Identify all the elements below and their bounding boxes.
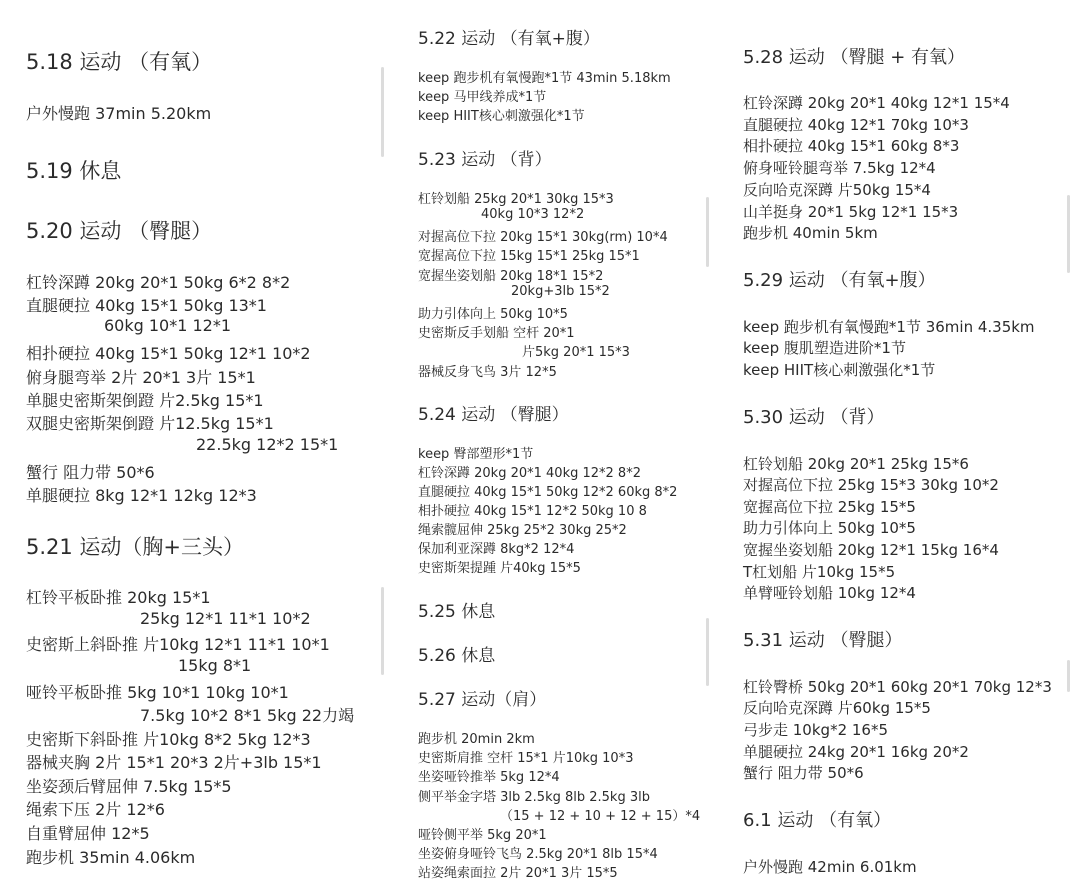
exercise-line: 杠铃划船 25kg 20*1 30kg 15*3 bbox=[418, 192, 614, 207]
exercise-line-continued: 22.5kg 12*2 15*1 bbox=[196, 435, 339, 454]
exercise-line: 坐姿哑铃推举 5kg 12*4 bbox=[418, 770, 560, 785]
section-title-5-25: 5.25 休息 bbox=[418, 602, 496, 622]
section-title-5-18: 5.18 运动 （有氧） bbox=[26, 50, 213, 74]
section-title-5-22: 5.22 运动 （有氧+腹） bbox=[418, 29, 600, 49]
exercise-line: T杠划船 片10kg 15*5 bbox=[743, 563, 896, 581]
exercise-line: 坐姿俯身哑铃飞鸟 2.5kg 20*1 8lb 15*4 bbox=[418, 847, 658, 862]
section-title-6-1: 6.1 运动 （有氧） bbox=[743, 810, 892, 831]
exercise-line-continued: 40kg 10*3 12*2 bbox=[481, 207, 585, 222]
section-title-5-21: 5.21 运动（胸+三头） bbox=[26, 535, 245, 559]
section-title-5-28: 5.28 运动 （臀腿 + 有氧） bbox=[743, 47, 966, 68]
exercise-line: keep 马甲线养成*1节 bbox=[418, 90, 547, 105]
exercise-line-continued: 15kg 8*1 bbox=[178, 656, 252, 675]
exercise-line: 哑铃侧平举 5kg 20*1 bbox=[418, 828, 547, 843]
exercise-line: keep 跑步机有氧慢跑*1节 36min 4.35km bbox=[743, 318, 1035, 336]
exercise-line: 双腿史密斯架倒蹬 片12.5kg 15*1 bbox=[26, 414, 274, 433]
exercise-line: 助力引体向上 50kg 10*5 bbox=[743, 519, 916, 537]
section-title-5-20: 5.20 运动 （臀腿） bbox=[26, 219, 213, 243]
exercise-line: 直腿硬拉 40kg 15*1 50kg 12*2 60kg 8*2 bbox=[418, 485, 678, 500]
exercise-line: 单腿史密斯架倒蹬 片2.5kg 15*1 bbox=[26, 391, 264, 410]
section-title-5-31: 5.31 运动 （臀腿） bbox=[743, 630, 903, 651]
exercise-line: 杠铃平板卧推 20kg 15*1 bbox=[26, 588, 211, 607]
exercise-line-continued: 7.5kg 10*2 8*1 5kg 22力竭 bbox=[140, 706, 355, 725]
section-title-5-29: 5.29 运动 （有氧+腹） bbox=[743, 270, 936, 291]
exercise-line: 坐姿颈后臂屈伸 7.5kg 15*5 bbox=[26, 777, 232, 796]
section-title-5-19: 5.19 休息 bbox=[26, 159, 122, 183]
exercise-line: 单腿硬拉 8kg 12*1 12kg 12*3 bbox=[26, 486, 257, 505]
exercise-line: 俯身哑铃腿弯举 7.5kg 12*4 bbox=[743, 159, 936, 177]
exercise-line: 宽握高位下拉 15kg 15*1 25kg 15*1 bbox=[418, 249, 640, 264]
note-panel-right[interactable] bbox=[720, 0, 1080, 894]
exercise-line: keep 跑步机有氧慢跑*1节 43min 5.18km bbox=[418, 71, 671, 86]
exercise-line: 宽握坐姿划船 20kg 18*1 15*2 bbox=[418, 269, 604, 284]
exercise-line: 直腿硬拉 40kg 15*1 50kg 13*1 bbox=[26, 296, 267, 315]
exercise-line: 杠铃深蹲 20kg 20*1 40kg 12*1 15*4 bbox=[743, 94, 1010, 112]
exercise-line: 宽握坐姿划船 20kg 12*1 15kg 16*4 bbox=[743, 541, 999, 559]
section-title-5-24: 5.24 运动 （臀腿） bbox=[418, 405, 569, 425]
exercise-line: 自重臂屈伸 12*5 bbox=[26, 824, 150, 843]
exercise-line: 跑步机 20min 2km bbox=[418, 732, 535, 747]
scrollbar[interactable] bbox=[1067, 195, 1070, 273]
exercise-line: 杠铃臀桥 50kg 20*1 60kg 20*1 70kg 12*3 bbox=[743, 678, 1052, 696]
exercise-line: 侧平举金字塔 3lb 2.5kg 8lb 2.5kg 3lb bbox=[418, 790, 650, 805]
exercise-line: 俯身腿弯举 2片 20*1 3片 15*1 bbox=[26, 368, 256, 387]
exercise-line: 器械夹胸 2片 15*1 20*3 2片+3lb 15*1 bbox=[26, 753, 322, 772]
section-title-5-26: 5.26 休息 bbox=[418, 646, 496, 666]
exercise-line: 史密斯肩推 空杆 15*1 片10kg 10*3 bbox=[418, 751, 634, 766]
exercise-line: 蟹行 阻力带 50*6 bbox=[743, 764, 864, 782]
exercise-line: keep 臀部塑形*1节 bbox=[418, 447, 534, 462]
exercise-line: 相扑硬拉 40kg 15*1 60kg 8*3 bbox=[743, 137, 960, 155]
exercise-line: 杠铃划船 20kg 20*1 25kg 15*6 bbox=[743, 455, 969, 473]
exercise-line: 对握高位下拉 25kg 15*3 30kg 10*2 bbox=[743, 476, 999, 494]
exercise-line: 相扑硬拉 40kg 15*1 12*2 50kg 10 8 bbox=[418, 504, 647, 519]
exercise-line: 山羊挺身 20*1 5kg 12*1 15*3 bbox=[743, 203, 959, 221]
exercise-line: 绳索髋屈伸 25kg 25*2 30kg 25*2 bbox=[418, 523, 627, 538]
exercise-line: 户外慢跑 42min 6.01km bbox=[743, 858, 917, 876]
exercise-line: 史密斯反手划船 空杆 20*1 bbox=[418, 326, 575, 341]
exercise-line: 绳索下压 2片 12*6 bbox=[26, 800, 165, 819]
section-title-5-30: 5.30 运动 （背） bbox=[743, 407, 885, 428]
note-panel-left[interactable] bbox=[0, 0, 398, 894]
exercise-line: 直腿硬拉 40kg 12*1 70kg 10*3 bbox=[743, 116, 969, 134]
scrollbar[interactable] bbox=[706, 618, 709, 686]
exercise-line: 杠铃深蹲 20kg 20*1 40kg 12*2 8*2 bbox=[418, 466, 641, 481]
scrollbar[interactable] bbox=[381, 587, 384, 675]
section-title-5-23: 5.23 运动 （背） bbox=[418, 150, 552, 170]
exercise-line-continued: 60kg 10*1 12*1 bbox=[104, 316, 232, 335]
exercise-line: 对握高位下拉 20kg 15*1 30kg(rm) 10*4 bbox=[418, 230, 668, 245]
exercise-line: 反向哈克深蹲 片60kg 15*5 bbox=[743, 699, 931, 717]
exercise-line: 宽握高位下拉 25kg 15*5 bbox=[743, 498, 916, 516]
scrollbar[interactable] bbox=[706, 197, 709, 267]
exercise-line: 蟹行 阻力带 50*6 bbox=[26, 463, 155, 482]
exercise-line: 相扑硬拉 40kg 15*1 50kg 12*1 10*2 bbox=[26, 344, 311, 363]
exercise-line: 跑步机 35min 4.06km bbox=[26, 848, 196, 867]
exercise-line-continued: （15 + 12 + 10 + 12 + 15）*4 bbox=[500, 809, 701, 824]
exercise-line: 史密斯下斜卧推 片10kg 8*2 5kg 12*3 bbox=[26, 730, 311, 749]
exercise-line: 弓步走 10kg*2 16*5 bbox=[743, 721, 889, 739]
exercise-line-continued: 25kg 12*1 11*1 10*2 bbox=[140, 609, 311, 628]
exercise-line: 户外慢跑 37min 5.20km bbox=[26, 104, 212, 123]
exercise-line: keep HIIT核心刺激强化*1节 bbox=[743, 361, 936, 379]
exercise-line: 哑铃平板卧推 5kg 10*1 10kg 10*1 bbox=[26, 683, 289, 702]
exercise-line: 杠铃深蹲 20kg 20*1 50kg 6*2 8*2 bbox=[26, 273, 291, 292]
scrollbar[interactable] bbox=[1067, 660, 1070, 692]
section-title-5-27: 5.27 运动（肩） bbox=[418, 690, 547, 710]
exercise-line: keep HIIT核心刺激强化*1节 bbox=[418, 109, 585, 124]
exercise-line: 史密斯上斜卧推 片10kg 12*1 11*1 10*1 bbox=[26, 635, 330, 654]
exercise-line-continued: 20kg+3lb 15*2 bbox=[511, 284, 610, 299]
scrollbar[interactable] bbox=[381, 67, 384, 157]
exercise-line: 保加利亚深蹲 8kg*2 12*4 bbox=[418, 542, 575, 557]
note-panel-middle[interactable] bbox=[398, 0, 720, 894]
exercise-line: 反向哈克深蹲 片50kg 15*4 bbox=[743, 181, 931, 199]
exercise-line: 单腿硬拉 24kg 20*1 16kg 20*2 bbox=[743, 743, 969, 761]
exercise-line: 史密斯架提踵 片40kg 15*5 bbox=[418, 561, 581, 576]
exercise-line: 器械反身飞鸟 3片 12*5 bbox=[418, 365, 557, 380]
exercise-line: 站姿绳索面拉 2片 20*1 3片 15*5 bbox=[418, 866, 618, 881]
exercise-line-continued: 片5kg 20*1 15*3 bbox=[522, 345, 630, 360]
exercise-line: 助力引体向上 50kg 10*5 bbox=[418, 307, 568, 322]
exercise-line: 跑步机 40min 5km bbox=[743, 224, 878, 242]
exercise-line: 单臂哑铃划船 10kg 12*4 bbox=[743, 584, 916, 602]
exercise-line: keep 腹肌塑造进阶*1节 bbox=[743, 339, 906, 357]
